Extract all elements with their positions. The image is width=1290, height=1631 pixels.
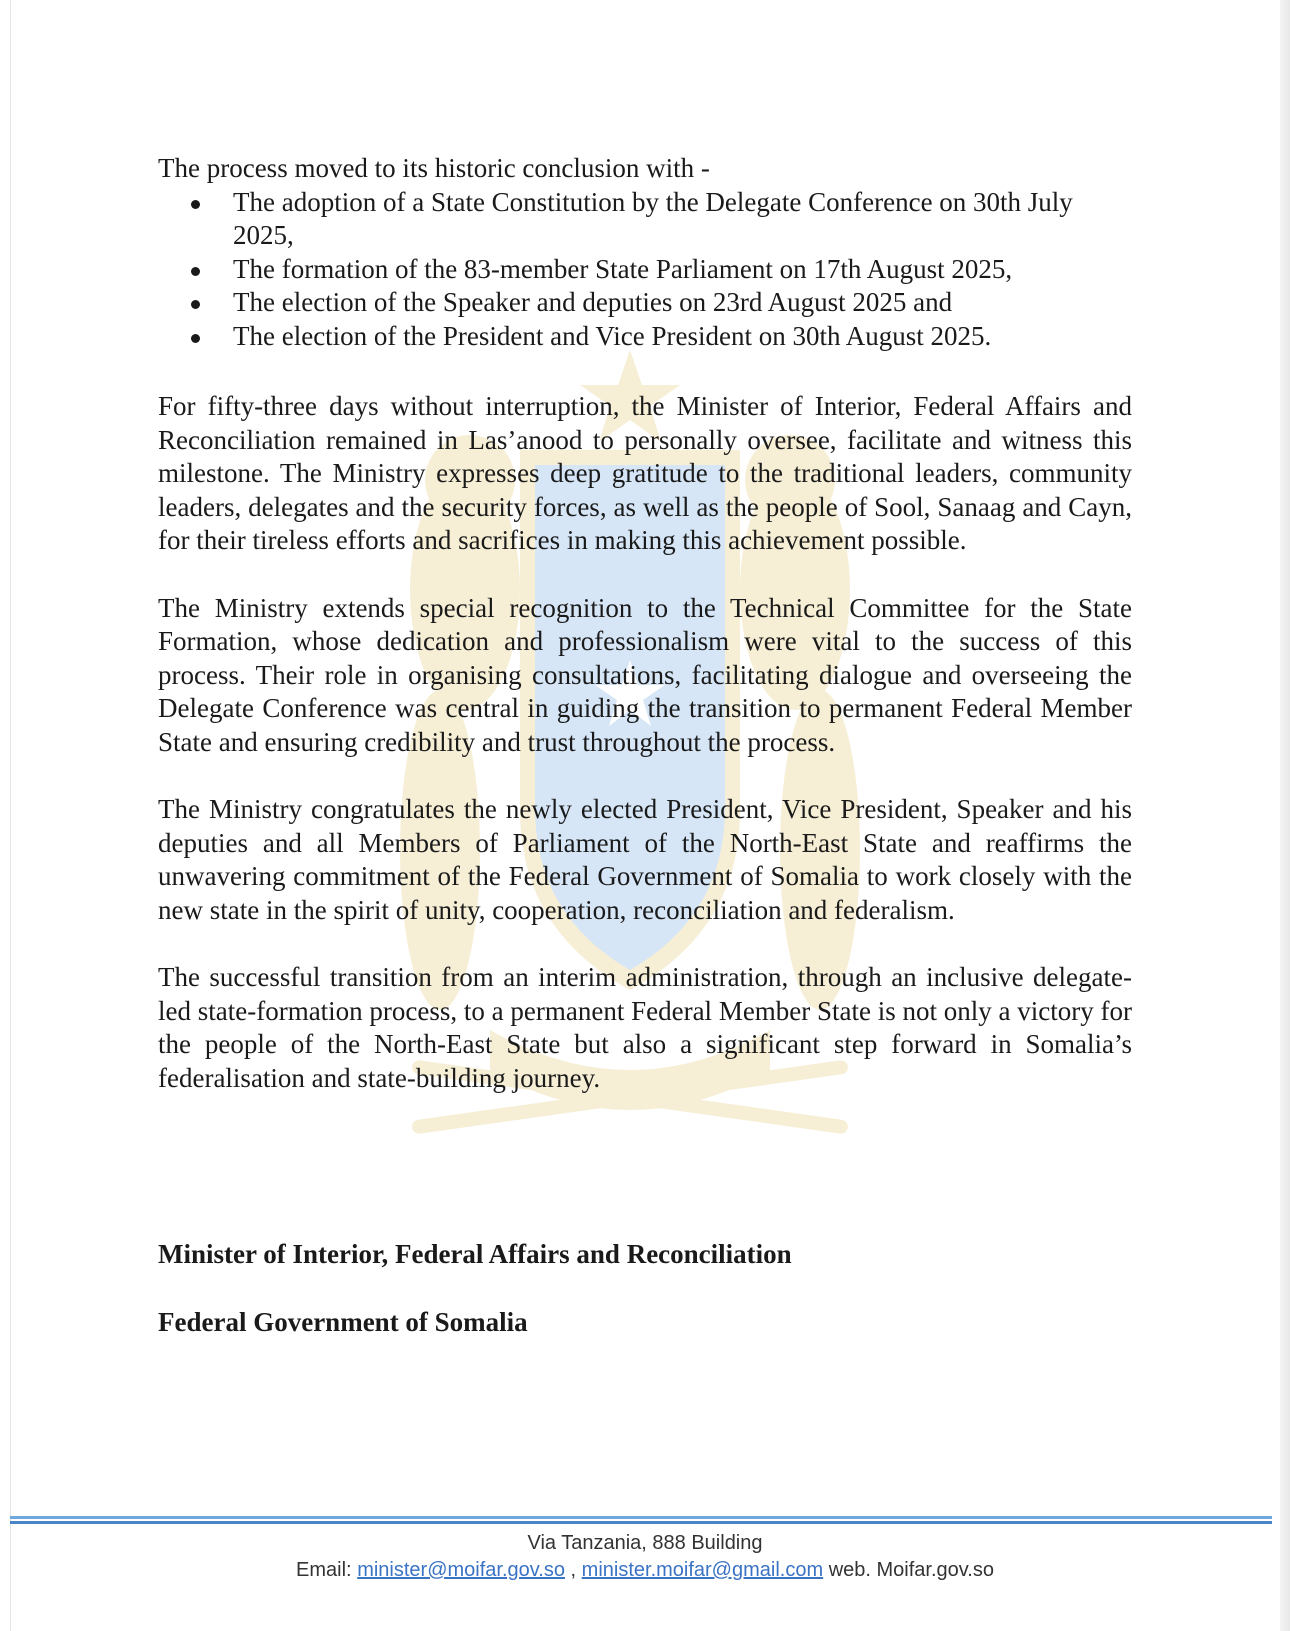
page-edge-shadow bbox=[1280, 0, 1290, 1631]
email-separator: , bbox=[570, 1559, 577, 1581]
paragraph-congratulations: The Ministry congratulates the newly elected President, Vice President, Speaker and his deputies and all Members of Parliament of the North-East State and reaffirms the unwavering commitment of the Federal Government of Somalia to work closely with the new state in the spirit of unity, cooperation, reconciliation and federalism. bbox=[158, 794, 1132, 925]
paragraph-minister-presence: For fifty-three days without interruption, the Minister of Interior, Federal Affairs and Reconciliation remained in Las’anood to personally oversee, facilitate and witness this milestone. The Ministry expresses deep gratitude to the traditional leaders, community leaders, delegates and the security forces, as well as the people of Sool, Sanaag and Cayn, for their tireless efforts and sacrifices in making this achievement possible. bbox=[158, 391, 1132, 555]
footer-address: Via Tanzania, 888 Building bbox=[527, 1532, 763, 1554]
milestones-list bbox=[158, 186, 1132, 354]
web-address: web. Moifar.gov.so bbox=[828, 1559, 994, 1581]
list-item: The election of the President and Vice President on 30th August 2025. bbox=[233, 320, 1132, 354]
paragraph-transition: The successful transition from an interim administration, through an inclusive delegate-led state-formation process, to a permanent Federal Member State is not only a victory for the people of the North-East State but also a significant step forward in Somalia’s federalisation and state-building journey. bbox=[158, 962, 1132, 1093]
paragraph-technical-committee: The Ministry extends special recognition to the Technical Committee for the State Formation, whose dedication and professionalism were vital to the success of this process. Their role in organising consultations, facilitating dialogue and overseeing the Delegate Conference was central in guiding the transition to permanent Federal Member State and ensuring credibility and trust throughout the process. bbox=[158, 592, 1132, 757]
letter-body bbox=[158, 152, 1132, 1129]
footer-divider bbox=[10, 1516, 1272, 1525]
email-label: Email: bbox=[296, 1559, 352, 1581]
email-link-official[interactable]: minister@moifar.gov.so bbox=[357, 1559, 565, 1581]
intro-text: The process moved to its historic conclusion with - bbox=[158, 153, 710, 183]
signature-government: Federal Government of Somalia bbox=[158, 1307, 528, 1337]
email-link-gmail[interactable]: minister.moifar@gmail.com bbox=[581, 1559, 824, 1581]
signature-minister-title: Minister of Interior, Federal Affairs and Reconciliation bbox=[158, 1239, 792, 1269]
list-item: The election of the Speaker and deputies on 23rd August 2025 and bbox=[233, 286, 1132, 320]
list-item: The formation of the 83-member State Parliament on 17th August 2025, bbox=[233, 253, 1132, 287]
list-item: The adoption of a State Constitution by the Delegate Conference on 30th July 2025, bbox=[233, 186, 1132, 253]
footer-contacts bbox=[0, 1559, 1290, 1582]
